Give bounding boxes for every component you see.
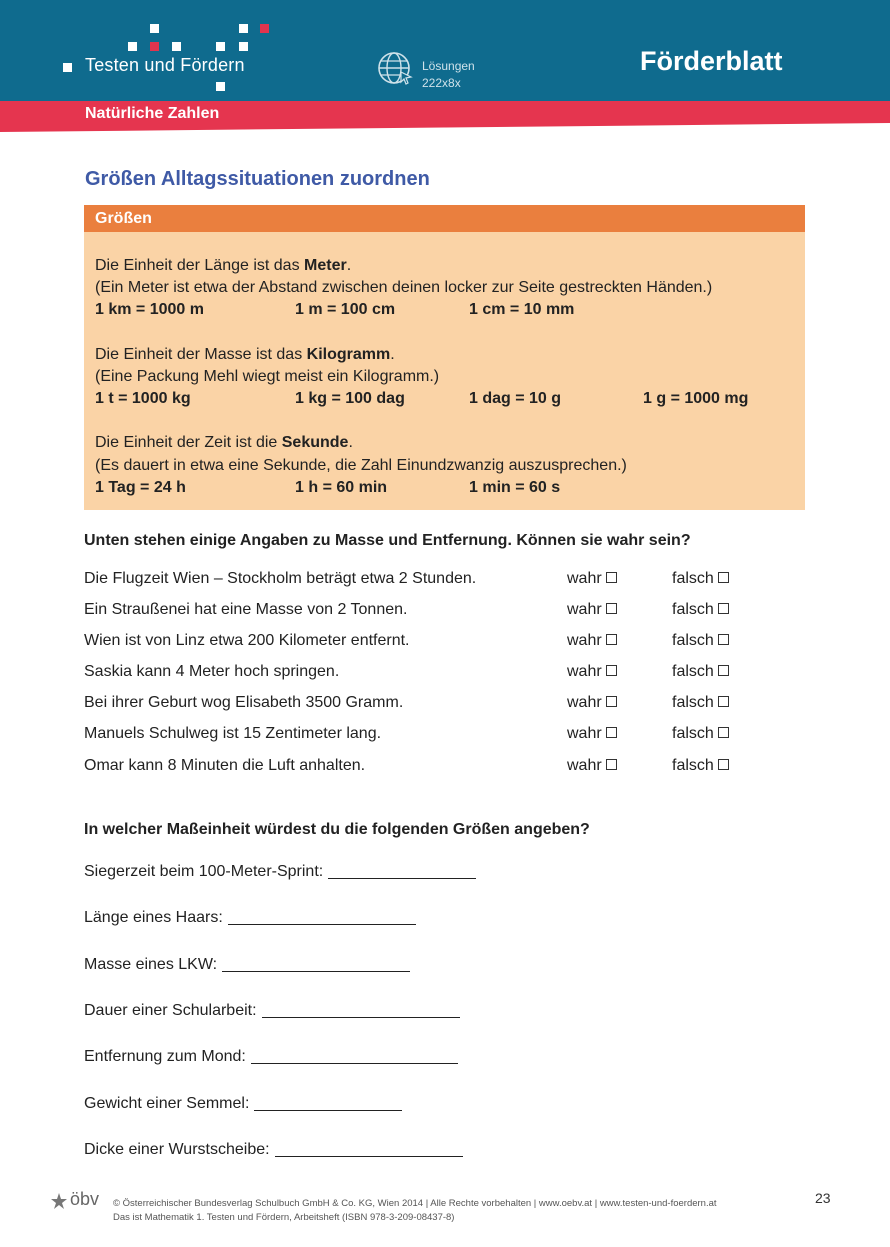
- statement: Omar kann 8 Minuten die Luft anhalten.: [84, 757, 366, 774]
- checkbox[interactable]: [718, 572, 729, 583]
- logo-text: Testen und Fördern: [85, 55, 245, 75]
- length-example: (Ein Meter ist etwa der Abstand zwischen deinen locker zur Seite gestreckten Händen.): [95, 279, 713, 296]
- true-option[interactable]: wahr: [567, 570, 617, 588]
- fill-item: Dicke einer Wurstscheibe:: [84, 1141, 463, 1159]
- time-conversion: 1 Tag = 24 h: [95, 479, 186, 496]
- checkbox[interactable]: [718, 634, 729, 645]
- truefalse-question: Unten stehen einige Angaben zu Masse und Entfernung. Können sie wahr sein?: [84, 532, 691, 549]
- false-option[interactable]: falsch: [672, 725, 729, 743]
- publisher-logo: öbv: [70, 1189, 100, 1209]
- checkbox[interactable]: [606, 759, 617, 770]
- statement: Manuels Schulweg ist 15 Zentimeter lang.: [84, 725, 382, 742]
- fill-item: Masse eines LKW:: [84, 956, 410, 974]
- chapter-subtitle: Natürliche Zahlen: [85, 105, 220, 122]
- time-conversion: 1 min = 60 s: [469, 479, 561, 496]
- true-option[interactable]: wahr: [567, 601, 617, 619]
- true-option[interactable]: wahr: [567, 757, 617, 775]
- checkbox[interactable]: [606, 634, 617, 645]
- mass-conversion: 1 dag = 10 g: [469, 390, 562, 407]
- answer-blank[interactable]: [222, 958, 410, 972]
- section-title: Größen Alltagssituationen zuordnen: [85, 168, 430, 190]
- false-option[interactable]: falsch: [672, 694, 729, 712]
- answer-blank[interactable]: [254, 1097, 402, 1111]
- checkbox[interactable]: [718, 727, 729, 738]
- checkbox[interactable]: [718, 759, 729, 770]
- fill-item: Entfernung zum Mond:: [84, 1048, 458, 1066]
- false-option[interactable]: falsch: [672, 663, 729, 681]
- fill-item: Gewicht einer Semmel:: [84, 1095, 402, 1113]
- time-intro: Die Einheit der Zeit ist die Sekunde.: [95, 434, 353, 451]
- statement: Bei ihrer Geburt wog Elisabeth 3500 Gramm.: [84, 694, 404, 711]
- loesungen-code[interactable]: 222x8x: [422, 76, 461, 90]
- publisher-icon: [50, 1192, 68, 1210]
- checkbox[interactable]: [718, 696, 729, 707]
- length-conversion: 1 m = 100 cm: [295, 301, 396, 318]
- length-conversion: 1 cm = 10 mm: [469, 301, 575, 318]
- answer-blank[interactable]: [251, 1050, 458, 1064]
- answer-blank[interactable]: [228, 911, 416, 925]
- false-option[interactable]: falsch: [672, 570, 729, 588]
- statement: Die Flugzeit Wien – Stockholm beträgt etwa 2 Stunden.: [84, 570, 477, 587]
- checkbox[interactable]: [718, 603, 729, 614]
- checkbox[interactable]: [606, 665, 617, 676]
- statement: Wien ist von Linz etwa 200 Kilometer entfernt.: [84, 632, 410, 649]
- mass-intro: Die Einheit der Masse ist das Kilogramm.: [95, 346, 395, 363]
- length-conversion: 1 km = 1000 m: [95, 301, 204, 318]
- page-header: [0, 0, 890, 101]
- answer-blank[interactable]: [262, 1004, 460, 1018]
- mass-conversion: 1 kg = 100 dag: [295, 390, 405, 407]
- length-intro: Die Einheit der Länge ist das Meter.: [95, 257, 352, 274]
- time-conversion: 1 h = 60 min: [295, 479, 388, 496]
- checkbox[interactable]: [606, 696, 617, 707]
- false-option[interactable]: falsch: [672, 601, 729, 619]
- fill-item: Länge eines Haars:: [84, 909, 416, 927]
- false-option[interactable]: falsch: [672, 757, 729, 775]
- statement: Saskia kann 4 Meter hoch springen.: [84, 663, 340, 680]
- copyright-line: © Österreichischer Bundesverlag Schulbuch GmbH & Co. KG, Wien 2014 | Alle Rechte vorbehalten | www.oebv.at | www.testen-und-foerdern.at: [113, 1198, 717, 1209]
- true-option[interactable]: wahr: [567, 663, 617, 681]
- answer-blank[interactable]: [328, 865, 476, 879]
- fill-item: Dauer einer Schularbeit:: [84, 1002, 460, 1020]
- page-number: 23: [815, 1190, 831, 1206]
- checkbox[interactable]: [606, 727, 617, 738]
- true-option[interactable]: wahr: [567, 694, 617, 712]
- false-option[interactable]: falsch: [672, 632, 729, 650]
- loesungen-label[interactable]: Lösungen: [422, 59, 475, 73]
- mass-example: (Eine Packung Mehl wiegt meist ein Kilogramm.): [95, 368, 440, 385]
- mass-conversion: 1 t = 1000 kg: [95, 390, 191, 407]
- fill-item: Siegerzeit beim 100-Meter-Sprint:: [84, 863, 476, 881]
- info-box-heading: Größen: [95, 210, 152, 227]
- checkbox[interactable]: [606, 603, 617, 614]
- true-option[interactable]: wahr: [567, 632, 617, 650]
- time-example: (Es dauert in etwa eine Sekunde, die Zahl Einundzwanzig auszusprechen.): [95, 457, 627, 474]
- statement: Ein Straußenei hat eine Masse von 2 Tonnen.: [84, 601, 408, 618]
- page-title: Förderblatt: [640, 46, 783, 76]
- answer-blank[interactable]: [275, 1143, 463, 1157]
- mass-conversion: 1 g = 1000 mg: [643, 390, 749, 407]
- checkbox[interactable]: [718, 665, 729, 676]
- isbn-line: Das ist Mathematik 1. Testen und Fördern, Arbeitsheft (ISBN 978-3-209-08437-8): [113, 1212, 455, 1223]
- units-question: In welcher Maßeinheit würdest du die folgenden Größen angeben?: [84, 821, 590, 838]
- checkbox[interactable]: [606, 572, 617, 583]
- true-option[interactable]: wahr: [567, 725, 617, 743]
- info-box-header: [84, 205, 805, 232]
- globe-icon[interactable]: [377, 50, 413, 86]
